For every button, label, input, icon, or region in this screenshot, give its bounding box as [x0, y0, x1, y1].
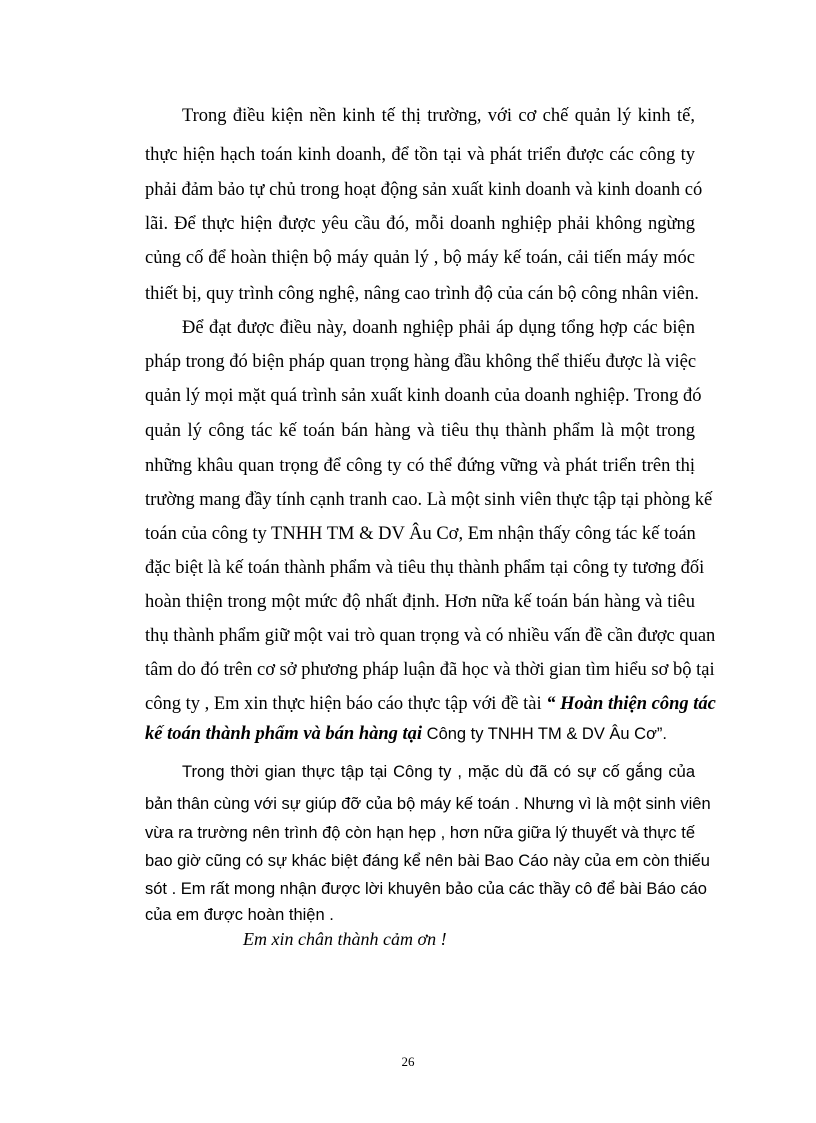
paragraph-line: bao giờ cũng có sự khác biệt đáng kể nên bài Bao Cáo này của em còn thiếu [145, 852, 710, 870]
paragraph-line: Trong thời gian thực tập tại Công ty , mặc dù đã có sự cố gắng của [182, 763, 695, 781]
topic-title-end: kế toán thành phẩm và bán hàng tại [145, 724, 423, 744]
paragraph-line: bản thân cùng với sự giúp đỡ của bộ máy kế toán . Nhưng vì là một sinh viên [145, 795, 711, 813]
paragraph-line: quản lý mọi mặt quá trình sản xuất kinh doanh của doanh nghiệp. Trong đó [145, 386, 702, 406]
paragraph-line: những khâu quan trọng để công ty có thể đứng vững và phát triển trên thị [145, 456, 695, 476]
paragraph-line: quản lý công tác kế toán bán hàng và tiêu thụ thành phẩm là một trong [145, 421, 695, 441]
topic-title-start: “ Hoàn thiện công tác [546, 694, 716, 714]
paragraph-line: Để đạt được điều này, doanh nghiệp phải áp dụng tổng hợp các biện [182, 318, 695, 338]
paragraph-line: toán của công ty TNHH TM & DV Âu Cơ, Em nhận thấy công tác kế toán [145, 524, 696, 544]
paragraph-line: thiết bị, quy trình công nghệ, nâng cao trình độ của cán bộ công nhân viên. [145, 284, 699, 304]
topic-intro-text: công ty , Em xin thực hiện báo cáo thực tập với đề tài [145, 694, 547, 714]
paragraph-line-topic [145, 692, 716, 716]
paragraph-line: vừa ra trường nên trình độ còn hạn hẹp , hơn nữa giữa lý thuyết và thực tế [145, 824, 695, 842]
paragraph-line: Trong điều kiện nền kinh tế thị trường, với cơ chế quản lý kinh tế, [182, 106, 695, 126]
paragraph-line: trường mang đầy tính cạnh tranh cao. Là một sinh viên thực tập tại phòng kế [145, 490, 713, 510]
paragraph-line: pháp trong đó biện pháp quan trọng hàng đầu không thể thiếu được là việc [145, 352, 697, 372]
paragraph-line-topic [145, 722, 695, 746]
paragraph-line: thụ thành phẩm giữ một vai trò quan trọng và có nhiều vấn đề cần được quan [145, 626, 716, 646]
paragraph-line: đặc biệt là kế toán thành phẩm và tiêu thụ thành phẩm tại công ty tương đối [145, 558, 705, 578]
paragraph-line: củng cố để hoàn thiện bộ máy quản lý , bộ máy kế toán, cải tiến máy móc [145, 248, 695, 268]
paragraph-line: lãi. Để thực hiện được yêu cầu đó, mỗi doanh nghiệp phải không ngừng [145, 214, 695, 234]
paragraph-line: sót . Em rất mong nhận được lời khuyên bảo của các thầy cô để bài Báo cáo [145, 880, 707, 898]
paragraph-line: hoàn thiện trong một mức độ nhất định. Hơn nữa kế toán bán hàng và tiêu [145, 592, 695, 612]
paragraph-line: phải đảm bảo tự chủ trong hoạt động sản xuất kinh doanh và kinh doanh có [145, 180, 703, 200]
closing-thanks: Em xin chân thành cảm ơn ! [243, 929, 447, 949]
paragraph-line: của em được hoàn thiện . [145, 906, 334, 924]
paragraph-line: tâm do đó trên cơ sở phương pháp luận đã học và thời gian tìm hiểu sơ bộ tại [145, 660, 715, 680]
paragraph-line: thực hiện hạch toán kinh doanh, để tồn tại và phát triển được các công ty [145, 145, 695, 165]
company-name-text: Công ty TNHH TM & DV Âu Cơ”. [422, 725, 667, 743]
page-number: 26 [401, 1054, 415, 1069]
